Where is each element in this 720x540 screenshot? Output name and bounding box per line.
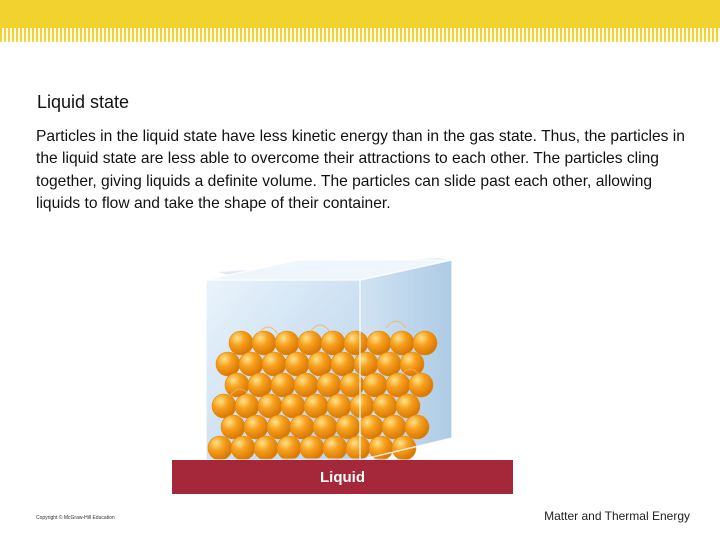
particle <box>409 373 433 397</box>
particle <box>271 373 295 397</box>
particle <box>262 352 286 376</box>
particle <box>285 352 309 376</box>
particle <box>405 415 429 439</box>
particle <box>350 394 374 418</box>
particle <box>382 415 406 439</box>
particle <box>208 436 232 460</box>
particle <box>212 394 236 418</box>
particle <box>254 436 278 460</box>
particle <box>294 373 318 397</box>
particle <box>290 415 314 439</box>
particle <box>323 436 347 460</box>
particle <box>321 331 345 355</box>
particle <box>390 331 414 355</box>
particle <box>216 352 240 376</box>
particle <box>396 394 420 418</box>
particle <box>304 394 328 418</box>
particle <box>327 394 351 418</box>
figure-caption-bar <box>172 460 513 494</box>
particle <box>277 436 301 460</box>
particle <box>336 415 360 439</box>
particle <box>363 373 387 397</box>
particle <box>413 331 437 355</box>
particle <box>225 373 249 397</box>
particle <box>221 415 245 439</box>
slide-title: Liquid state <box>37 92 130 112</box>
particle <box>367 331 391 355</box>
footer-deck-title: Matter and Thermal Energy <box>544 509 690 523</box>
particle <box>275 331 299 355</box>
particle <box>229 331 253 355</box>
particle <box>252 331 276 355</box>
particle <box>373 394 397 418</box>
particle <box>346 436 370 460</box>
particle <box>258 394 282 418</box>
particle <box>308 352 332 376</box>
particle <box>235 394 259 418</box>
copyright-notice: Copyright © McGraw-Hill Education <box>36 515 115 521</box>
particle <box>267 415 291 439</box>
particle <box>248 373 272 397</box>
particle <box>231 436 255 460</box>
slide-body-text: Particles in the liquid state have less kinetic energy than in the gas state. Thus, the particles in the liquid state are less able to overcome their attractions to each other. The particles cling together, giving liquids a definite volume. The particles can slide past each other, allowing liquids to flow and take the shape of their container. <box>36 128 685 212</box>
particle <box>300 436 324 460</box>
particle <box>298 331 322 355</box>
particle <box>359 415 383 439</box>
particle <box>281 394 305 418</box>
particle <box>344 331 368 355</box>
particle <box>317 373 341 397</box>
particle <box>244 415 268 439</box>
particle <box>313 415 337 439</box>
accent-band-fade <box>0 28 720 42</box>
figure-caption: Liquid <box>320 468 365 486</box>
particle <box>377 352 401 376</box>
particle <box>386 373 410 397</box>
particle <box>331 352 355 376</box>
particle <box>239 352 263 376</box>
particle <box>354 352 378 376</box>
